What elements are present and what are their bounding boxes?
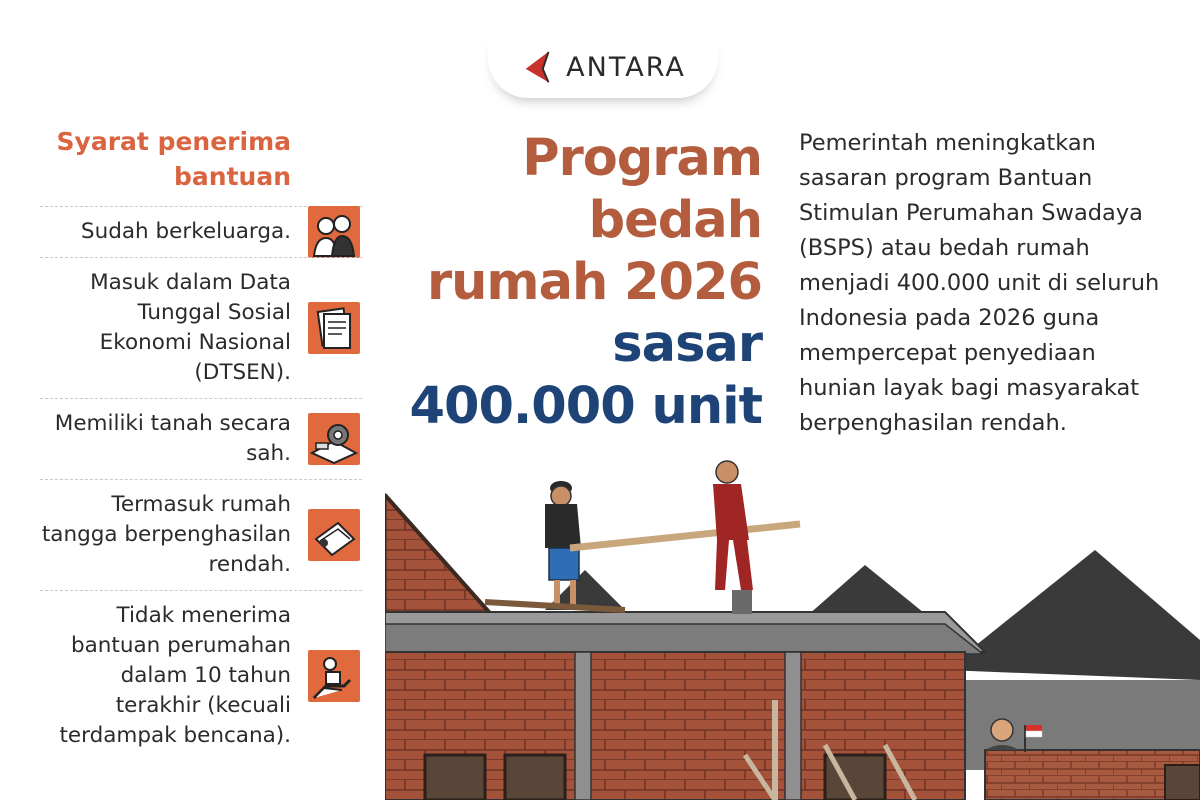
- requirement-text: Tidak menerima bantuan perumahan dalam 10 tahun terakhir (kecuali terdampak bencana).: [59, 603, 291, 748]
- antara-logo-mark-icon: [520, 47, 558, 87]
- worker-left: [545, 481, 581, 606]
- requirement-item: [40, 206, 362, 257]
- requirement-text: Memiliki tanah secara sah.: [54, 411, 291, 466]
- window-frame: [505, 755, 565, 800]
- antara-logo: [488, 36, 718, 98]
- requirements-heading: Syarat penerima bantuan: [56, 127, 291, 191]
- page-title: [409, 128, 762, 438]
- title-line: Program: [522, 129, 762, 188]
- requirement-item: [40, 398, 362, 479]
- title-line: bedah: [588, 191, 762, 250]
- flag: [1026, 725, 1042, 731]
- requirements-panel: [40, 124, 362, 761]
- description-paragraph: Pemerintah meningkatkan sasaran program Bantuan Stimulan Perumahan Swadaya (BSPS) atau bedah rumah menjadi 400.000 unit di seluruh Indonesia pada 2026 guna mempercepat penyediaan hunian layak bagi masyarakat berpenghasilan rendah.: [799, 130, 1160, 436]
- logo-text: ANTARA: [566, 51, 686, 83]
- title-line: rumah 2026: [426, 253, 762, 312]
- wallet-icon: [308, 509, 360, 561]
- wooden-plank: [570, 524, 800, 548]
- requirement-item: [40, 590, 362, 761]
- window-frame: [425, 755, 485, 800]
- document-icon: [308, 302, 360, 354]
- hand-coin-icon: [308, 650, 360, 702]
- dark-roof: [945, 550, 1200, 680]
- requirement-text: Sudah berkeluarga.: [80, 219, 291, 244]
- worker-right: [713, 461, 753, 614]
- title-line: sasar: [612, 315, 762, 374]
- requirement-text: Masuk dalam Data Tunggal Sosial Ekonomi Nasional (DTSEN).: [90, 270, 291, 385]
- land-measure-icon: [308, 413, 360, 465]
- bystander: [991, 719, 1013, 741]
- requirement-item: [40, 257, 362, 398]
- family-icon: [308, 206, 360, 258]
- house-renovation-illustration: [385, 440, 1200, 800]
- requirement-item: [40, 479, 362, 590]
- title-line: 400.000 unit: [409, 377, 762, 436]
- requirement-text: Termasuk rumah tangga berpenghasilan rendah.: [41, 492, 291, 577]
